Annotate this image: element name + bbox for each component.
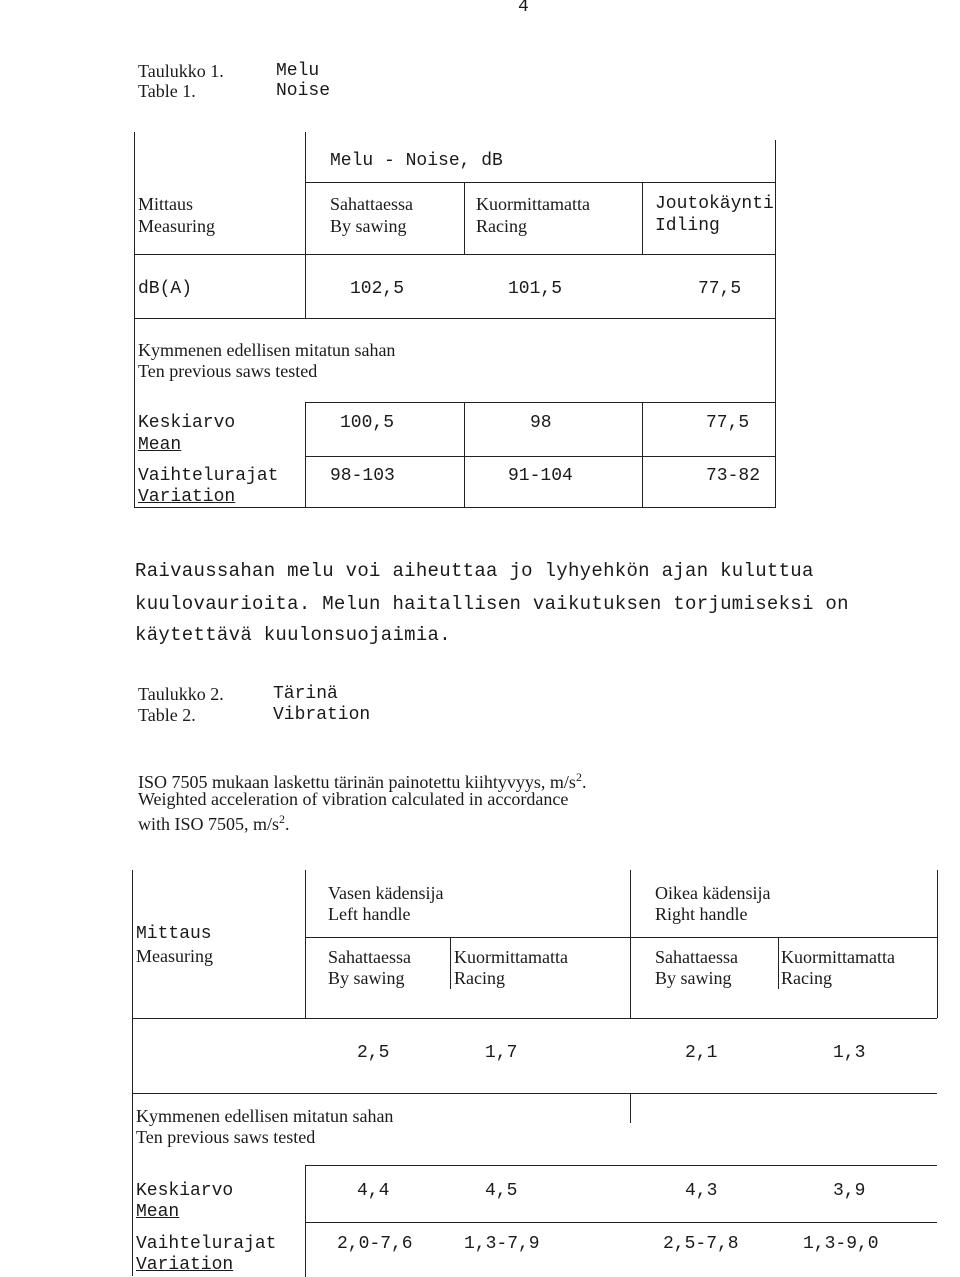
table2-sub-racing-left-fi: Kuormittamatta: [454, 947, 568, 967]
table2-sub-sawing-right-fi: Sahattaessa: [655, 947, 738, 967]
table2-section-fi: Kymmenen edellisen mitatun sahan: [136, 1106, 394, 1126]
table2-section-en: Ten previous saws tested: [136, 1127, 316, 1147]
table2-value-racing-left: 1,7: [485, 1043, 518, 1063]
table2-variation-value-sawing-left: 2,0-7,6: [337, 1234, 413, 1254]
table1-col-sawing-fi: Sahattaessa: [330, 194, 413, 214]
table1-caption-en-title: Noise: [276, 81, 331, 101]
table1-dba-value-sawing: 102,5: [350, 279, 405, 299]
table2-mean-fi: Keskiarvo: [136, 1181, 234, 1201]
table2-sub-sawing-right-en: By sawing: [655, 968, 732, 988]
table2-right-handle-en: Right handle: [655, 904, 748, 924]
table2-caption-fi-label: Taulukko 2.: [138, 684, 224, 704]
table2-caption-en-title: Vibration: [273, 705, 371, 725]
table2-note-fi: ISO 7505 mukaan laskettu tärinän painotettu kiihtyvyys, $m/s^2$.: [138, 770, 587, 792]
table2-caption-en-label: Table 2.: [138, 705, 196, 725]
table1-col-idling-fi: Joutokäynti: [655, 194, 774, 214]
table2-mean-value-sawing-left: 4,4: [357, 1181, 390, 1201]
table1-variation-value-idling: 73-82: [706, 466, 761, 486]
table1-row-header-fi: Mittaus: [138, 194, 194, 214]
table1-body-divider-1: [464, 402, 465, 508]
table1-col-sawing-en: By sawing: [330, 216, 407, 236]
table2-left-handle-en: Left handle: [328, 904, 411, 924]
table1-dba-rule: [134, 318, 775, 319]
table2-value-sawing-right: 2,1: [685, 1043, 718, 1063]
table1-row-header-en: Measuring: [138, 216, 215, 236]
table1-border-right: [775, 140, 776, 508]
table2-mean-value-racing-right: 3,9: [833, 1181, 866, 1201]
table1-dba-value-racing: 101,5: [508, 279, 563, 299]
table1-mean-rule: [305, 456, 775, 457]
table2-sub-sawing-left-fi: Sahattaessa: [328, 947, 411, 967]
paragraph-line-2: kuulovaurioita. Melun haitallisen vaikutuksen torjumiseksi on: [135, 593, 849, 615]
table1-col-idling-en: Idling: [655, 216, 720, 236]
table1-caption-fi-label: Taulukko 1.: [138, 61, 224, 81]
table1-mean-value-idling: 77,5: [706, 413, 750, 433]
table2-section-rule: [305, 1165, 937, 1166]
table2-variation-en: Variation: [136, 1255, 234, 1275]
table2-row-header-en: Measuring: [136, 946, 213, 966]
table2-value-sawing-left: 2,5: [357, 1043, 390, 1063]
table1-section-fi: Kymmenen edellisen mitatun sahan: [138, 340, 396, 360]
table2-border-right-top: [937, 870, 938, 1018]
table1-variation-fi: Vaihtelurajat: [138, 466, 279, 486]
page-number: 4: [518, 0, 529, 17]
table2-caption-fi-title: Tärinä: [273, 684, 338, 704]
table2-variation-fi: Vaihtelurajat: [136, 1234, 277, 1254]
table2-body-divider-0: [305, 1165, 306, 1277]
table2-sub-racing-right-fi: Kuormittamatta: [781, 947, 895, 967]
table1-variation-en: Variation: [138, 487, 236, 507]
table2-variation-value-racing-left: 1,3-7,9: [464, 1234, 540, 1254]
table1-group-header: Melu - Noise, dB: [330, 151, 503, 171]
table1-caption-en-label: Table 1.: [138, 81, 196, 101]
table2-divider-row-header: [305, 870, 306, 1018]
table2-note-en-line1: Weighted acceleration of vibration calculated in accordance: [138, 789, 569, 809]
table1-caption-fi-title: Melu: [276, 61, 320, 81]
paragraph-line-1: Raivaussahan melu voi aiheuttaa jo lyhyehkön ajan kuluttua: [135, 560, 814, 582]
table2-variation-value-racing-right: 1,3-9,0: [803, 1234, 879, 1254]
table2-value-racing-right: 1,3: [833, 1043, 866, 1063]
table1-group-rule: [305, 182, 775, 183]
table2-mean-en: Mean: [136, 1202, 180, 1222]
table1-mean-value-racing: 98: [530, 413, 552, 433]
table2-mean-value-racing-left: 4,5: [485, 1181, 518, 1201]
table1-mean-fi: Keskiarvo: [138, 413, 236, 433]
table2-header-rule: [132, 1018, 937, 1019]
paragraph-line-3: käytettävä kuulonsuojaimia.: [135, 624, 451, 646]
table2-divider-handles: [630, 870, 631, 1018]
table2-right-handle-fi: Oikea kädensija: [655, 883, 771, 903]
table2-note-en-line2: with ISO 7505, $m/s^2$.: [138, 812, 290, 834]
table1-header-rule: [134, 254, 775, 255]
superscript-2: 2: [279, 812, 286, 826]
table2-mean-rule: [305, 1222, 937, 1223]
table1-body-divider-0: [305, 402, 306, 508]
table2-sub-sawing-left-en: By sawing: [328, 968, 405, 988]
table1-col-racing-fi: Kuormittamatta: [476, 194, 590, 214]
table1-variation-value-sawing: 98-103: [330, 466, 395, 486]
table1-col-divider-2: [642, 182, 643, 254]
table2-sub-divider-left: [450, 937, 451, 989]
table1-dba-label: dB(A): [138, 279, 193, 299]
table1-variation-value-racing: 91-104: [508, 466, 573, 486]
table2-tick: [630, 1093, 631, 1123]
table1-mean-en: Mean: [138, 435, 182, 455]
table2-left-handle-fi: Vasen kädensija: [328, 883, 444, 903]
table1-body-divider-2: [642, 402, 643, 508]
table1-section-en: Ten previous saws tested: [138, 361, 318, 381]
table1-dba-value-idling: 77,5: [698, 279, 742, 299]
table2-mean-value-sawing-right: 4,3: [685, 1181, 718, 1201]
table1-border-left: [134, 132, 135, 508]
table2-sub-divider-right: [778, 937, 779, 989]
superscript-2: 2: [575, 770, 582, 784]
table2-row-header-fi: Mittaus: [136, 924, 212, 944]
table1-section-rule: [305, 402, 775, 403]
table2-border-left: [132, 870, 133, 1276]
table2-variation-value-sawing-right: 2,5-7,8: [663, 1234, 739, 1254]
table1-mean-value-sawing: 100,5: [340, 413, 395, 433]
table1-divider-row-header: [305, 132, 306, 318]
table2-values-rule: [132, 1093, 937, 1094]
table2-sub-racing-right-en: Racing: [781, 968, 832, 988]
table1-col-divider-1: [464, 182, 465, 254]
table1-col-racing-en: Racing: [476, 216, 527, 236]
table2-handle-rule: [305, 937, 937, 938]
table2-sub-racing-left-en: Racing: [454, 968, 505, 988]
